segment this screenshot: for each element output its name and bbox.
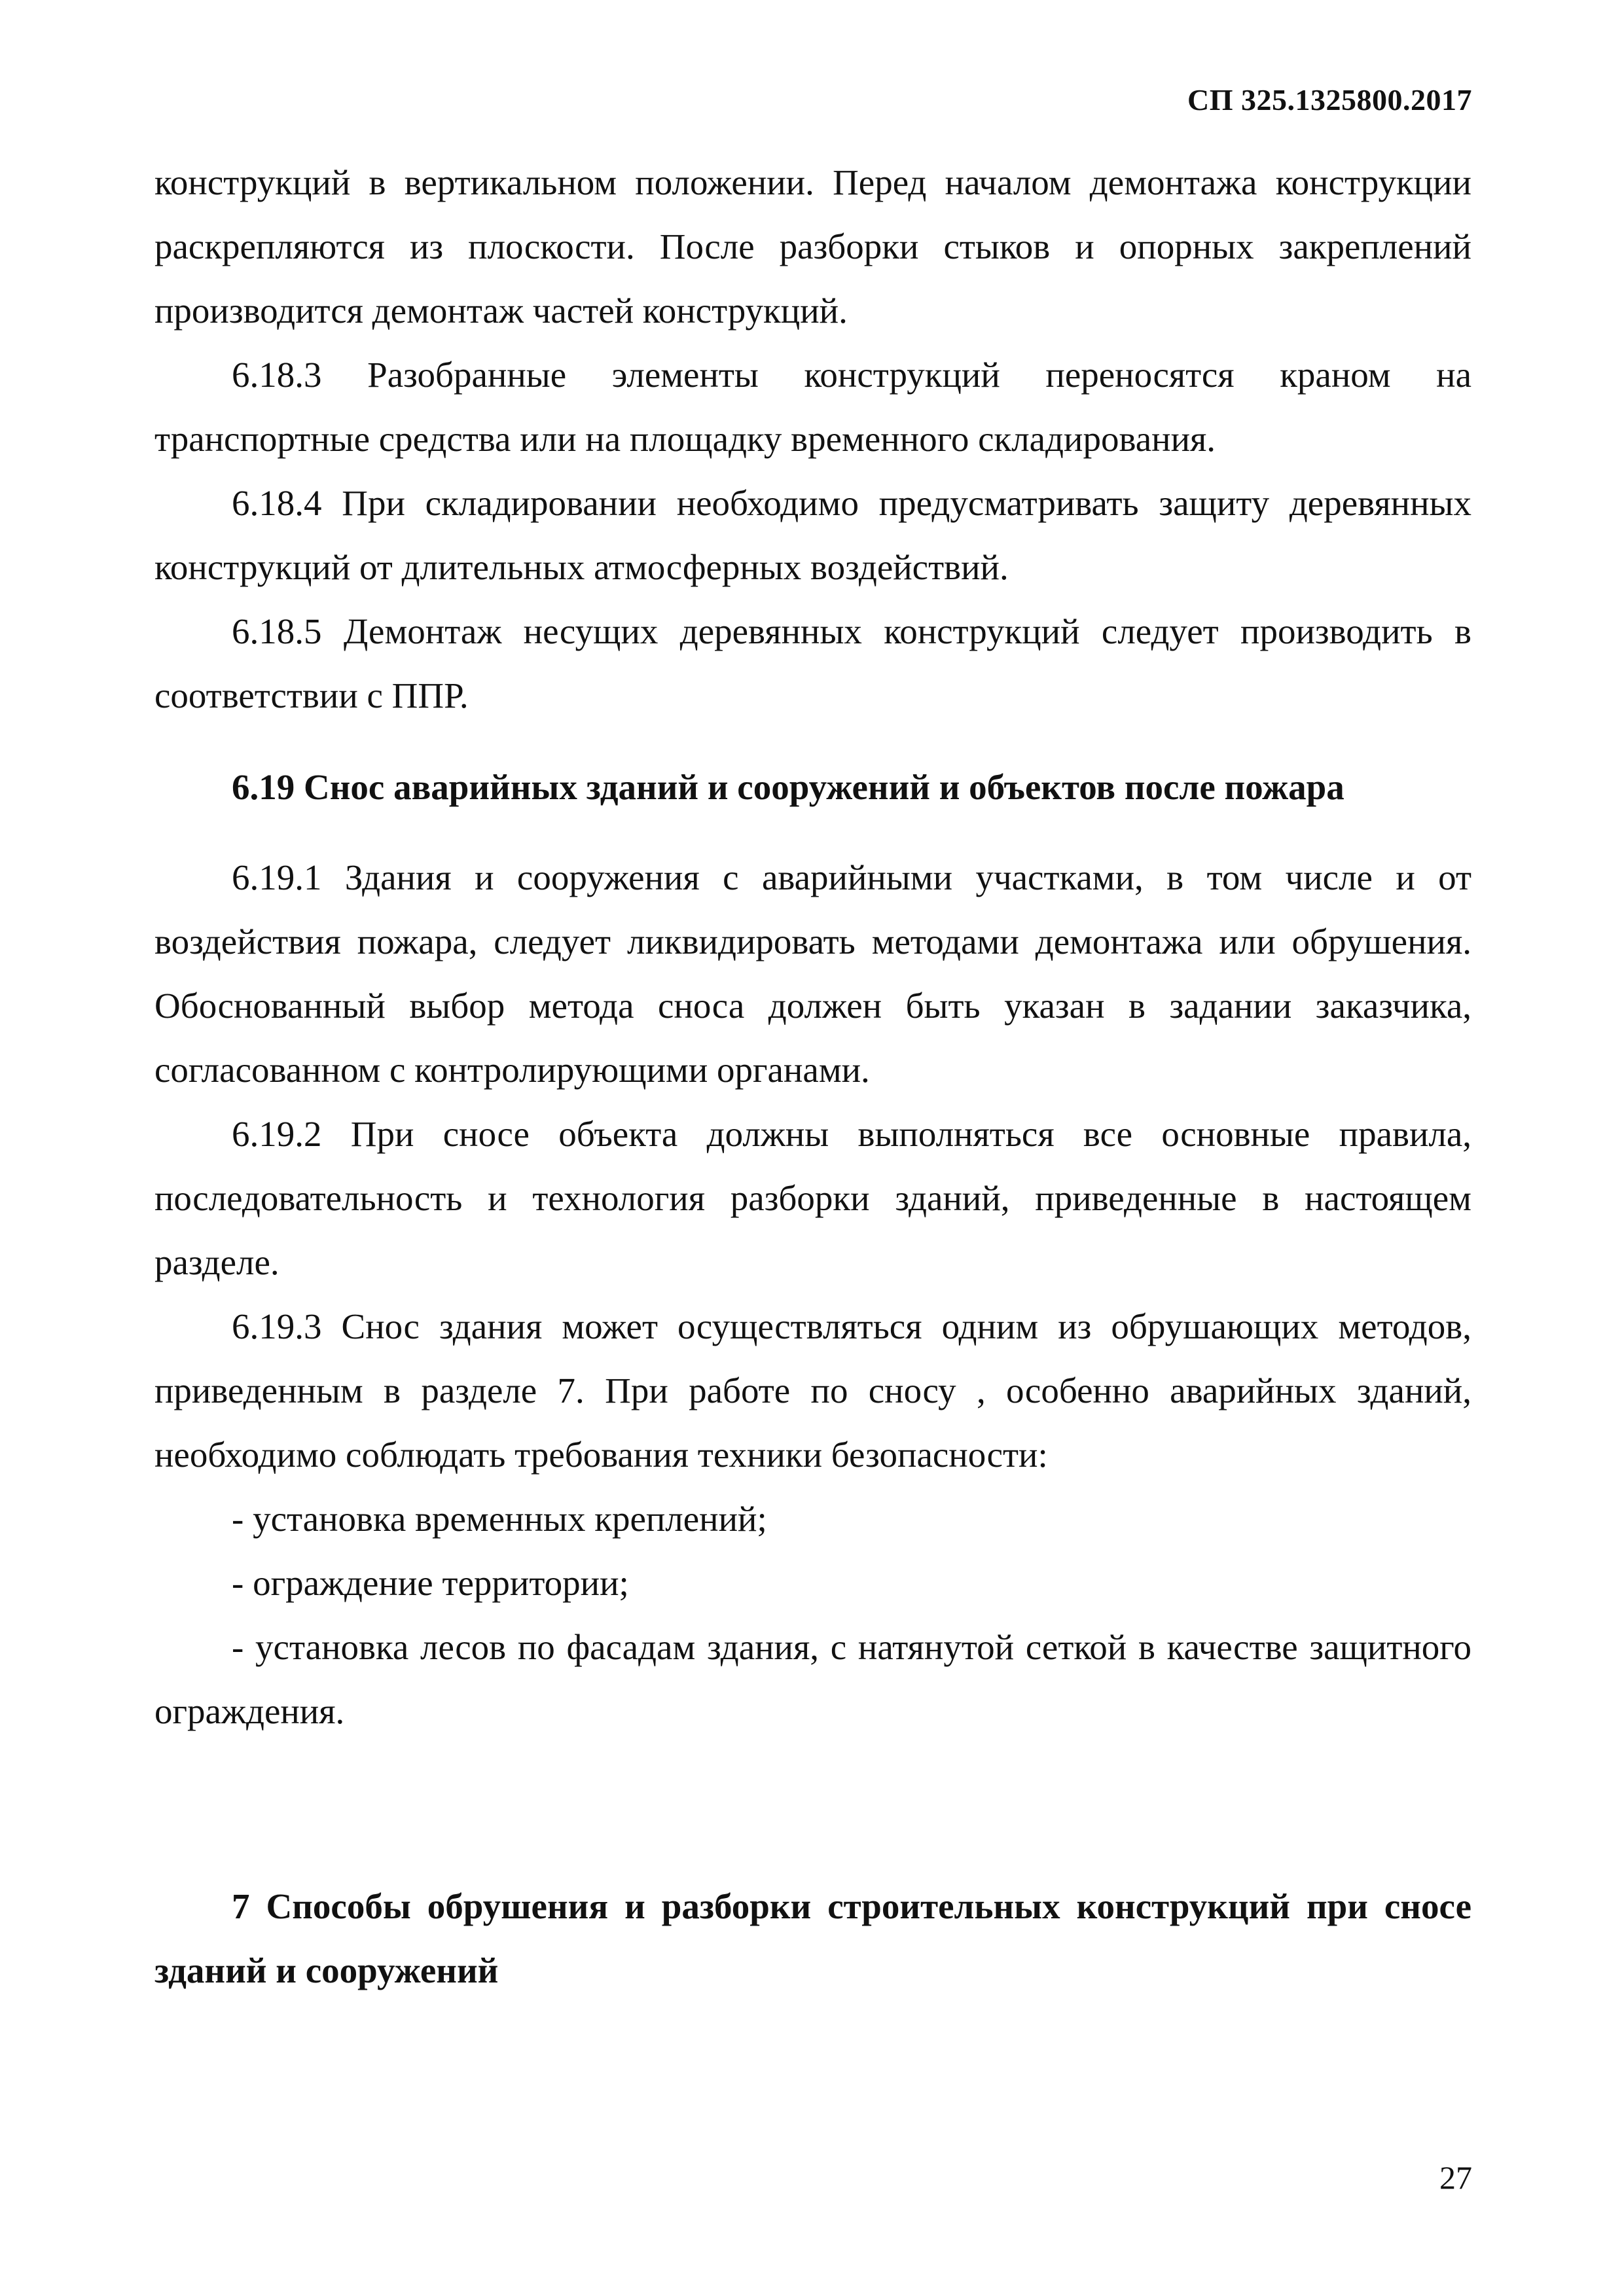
- page-content: [154, 151, 1471, 2003]
- paragraph-6-18-4: 6.18.4 При складировании необходимо предусматривать защиту деревянных конструкций от длительных атмосферных воздействий.: [154, 483, 1471, 587]
- paragraph-6-19-2: 6.19.2 При сносе объекта должны выполняться все основные правила, последовательность и технология разборки зданий, приведенные в настоящем разделе.: [154, 1114, 1471, 1282]
- paragraph-continuation: конструкций в вертикальном положении. Перед началом демонтажа конструкции раскрепляются из плоскости. После разборки стыков и опорных закреплений производится демонтаж частей конструкций.: [154, 162, 1471, 331]
- paragraph-6-19-1: 6.19.1 Здания и сооружения с аварийными участками, в том числе и от воздействия пожара, следует ликвидировать методами демонтажа или обрушения. Обоснованный выбор метода сноса должен быть указан в задании заказчика, согласованном с контролирующими органами.: [154, 857, 1471, 1090]
- list-item: - установка лесов по фасадам здания, с натянутой сеткой в качестве защитного ограждения.: [154, 1627, 1471, 1731]
- list-item: - установка временных креплений;: [232, 1499, 767, 1539]
- page-number: 27: [1439, 2159, 1472, 2196]
- document-code-header: СП 325.1325800.2017: [1187, 83, 1472, 117]
- list-item: - ограждение территории;: [232, 1563, 629, 1603]
- paragraph-6-18-3: 6.18.3 Разобранные элементы конструкций переносятся краном на транспортные средства или на площадку временного складирования.: [154, 355, 1471, 459]
- section-heading-7: 7 Способы обрушения и разборки строительных конструкций при сносе зданий и сооружений: [154, 1886, 1471, 1990]
- paragraph-6-19-3: 6.19.3 Снос здания может осуществляться одним из обрушающих методов, приведенным в разделе 7. При работе по сносу , особенно аварийных зданий, необходимо соблюдать требования техники безопасности:: [154, 1306, 1471, 1475]
- section-heading-6-19: 6.19 Снос аварийных зданий и сооружений и объектов после пожара: [232, 767, 1344, 807]
- paragraph-6-18-5: 6.18.5 Демонтаж несущих деревянных конструкций следует производить в соответствии с ППР.: [154, 611, 1471, 715]
